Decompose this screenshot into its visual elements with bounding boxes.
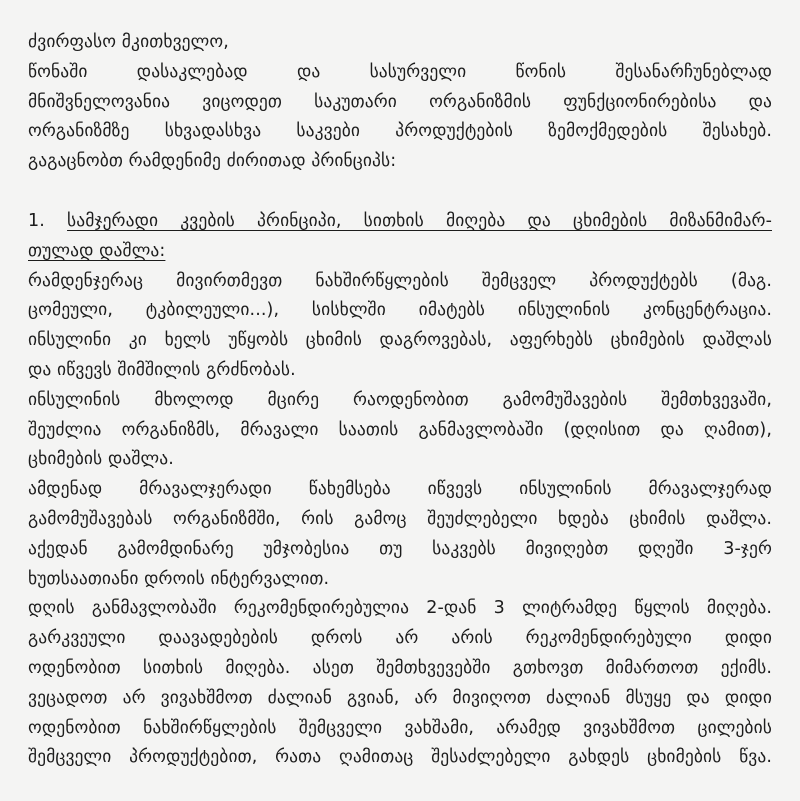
body-line: გარკვეული დაავადებების დროს არ არის რეკომენდირებული დიდი [28,628,772,649]
intro-line-2: მნიშვნელოვანია ვიცოდეთ საკუთარი ორგანიზმის ფუნქციონირებისა და [28,91,772,112]
body-line: ამდენად მრავალჯერადი წახემსება იწვევს ინსულინის მრავალჯერად [28,479,772,500]
body-line: ვეცადოთ არ ვივახშმოთ ძალიან გვიან, არ მივიღოთ ძალიან მსუყე და დიდი [28,687,772,708]
section-number: 1. [28,210,45,231]
body-line: და იწვევს შიმშილის გრძნობას. [28,359,296,380]
intro-line-3: ორგანიზმზე სხვადასხვა საკვები პროდუქტების ზემოქმედების შესახებ. [28,121,772,142]
greeting: ძვირფასო მკითხველო, [28,32,229,52]
body-line: ინსულინის მხოლოდ მცირე რაოდენობით გამომუშავების შემთხვევაში, [28,389,772,410]
section-heading-line-2 [28,237,772,267]
body-line: შემცველი პროდუქტებით, რათა ღამითაც შესაძლებელი გახდეს ცხიმების წვა. [28,747,772,768]
body-line: ცომეული, ტკბილეული...), სისხლში იმატებს ინსულინის კონცენტრაცია. [28,300,772,321]
intro-line-1: წონაში დასაკლებად და სასურველი წონის შესანარჩუნებლად [28,61,772,82]
section-heading-text-2: თულად დაშლა: [28,240,166,261]
body-line: ხუთსაათიანი დროის ინტერვალით. [28,568,330,589]
paragraph-gap [28,177,772,207]
body-line: ცხიმების დაშლა. [28,449,174,470]
section-heading-line-1 [28,207,772,237]
body-line: ინსულინი კი ხელს უწყობს ცხიმის დაგროვებას, აფერხებს ცხიმების დაშლას [28,330,772,351]
body-line: გამომუშავებას ორგანიზმში, რის გამოც შეუძლებელი ხდება ცხიმის დაშლა. [28,508,772,529]
body-line: დღის განმავლობაში რეკომენდირებულია 2-დან 3 ლიტრამდე წყლის მიღება. [28,598,772,619]
body-line: ოდენობით სითხის მიღება. ასეთ შემთხვევებში გთხოვთ მიმართოთ ექიმს. [28,657,772,678]
body-line: შეუძლია ორგანიზმს, მრავალი საათის განმავლობაში (დღისით და ღამით), [28,419,772,440]
section-heading-text: სამჯერადი კვების პრინციპი, სითხის მიღება და ცხიმების მიზანმიმარ- [67,210,772,231]
body-line: ოდენობით ნახშირწყლების შემცველი ვახშამი, არამედ ვივახშმოთ ცილების [28,717,772,738]
intro-line-4: გაგაცნობთ რამდენიმე ძირითად პრინციპს: [28,151,397,172]
body-line: რამდენჯერაც მივირთმევთ ნახშირწყლების შემცველ პროდუქტებს (მაგ. [28,270,772,291]
body-line: აქედან გამომდინარე უმჯობესია თუ საკვებს მივიღებთ დღეში 3-ჯერ [28,538,772,559]
